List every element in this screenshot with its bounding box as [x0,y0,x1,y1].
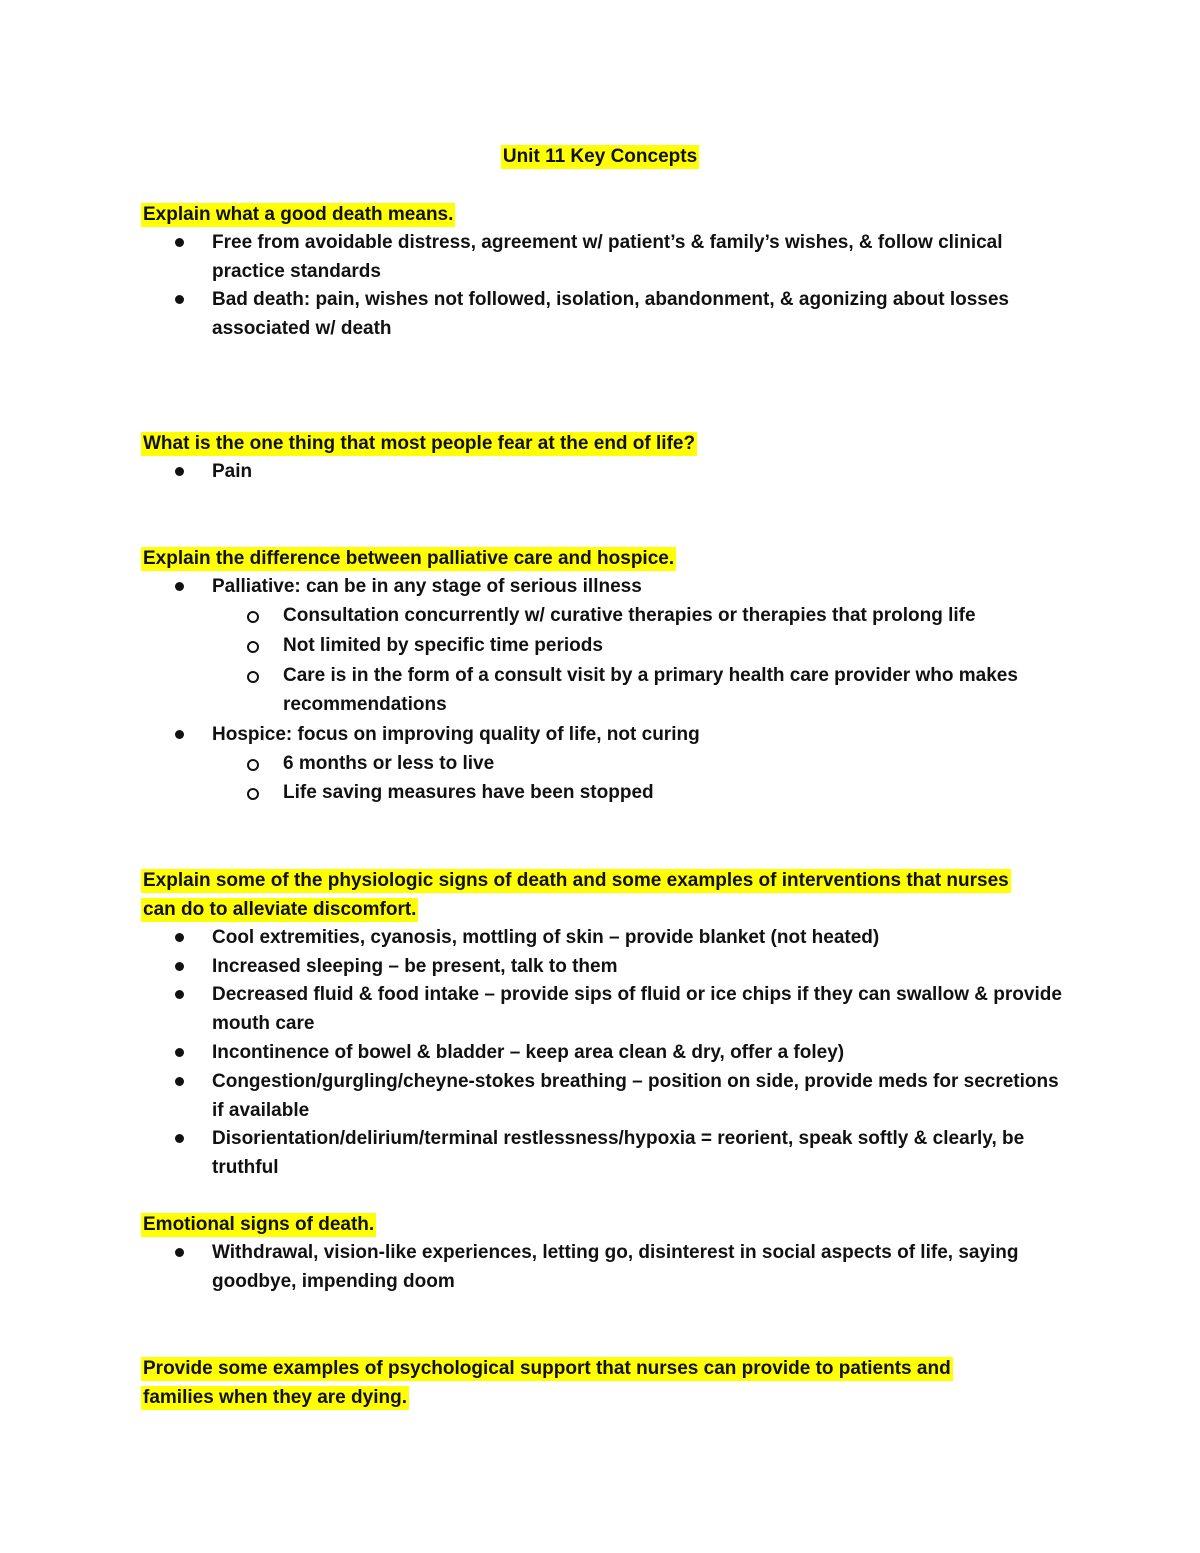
bullet-dot-icon [175,295,184,304]
bullet-dot-icon [175,730,184,739]
bullet-dot-icon [175,1248,184,1257]
list-item: Bad death: pain, wishes not followed, isolation, abandonment, & agonizing about losses associated w/ death [212,289,1009,339]
sub-list-item: Care is in the form of a consult visit by a primary health care provider who makes recommendations [283,665,1018,715]
section-heading-psychological-support [141,1355,1021,1412]
bullet-dot-icon [175,1048,184,1057]
section-heading-palliative-hospice [141,545,1041,574]
bullet-dot-icon [175,582,184,591]
list-item: Free from avoidable distress, agreement w/ patient’s & family’s wishes, & follow clinical practice standards [212,232,1003,282]
bullet-dot-icon [175,990,184,999]
title-text: Unit 11 Key Concepts [502,146,698,167]
section-heading-good-death [141,201,1041,230]
section-heading-emotional-signs [141,1211,1041,1240]
list-item: Decreased fluid & food intake – provide sips of fluid or ice chips if they can swallow & provide mouth care [212,984,1062,1034]
sub-list-item: Not limited by specific time periods [283,635,603,656]
bullet-dot-icon [175,1077,184,1086]
list-item: Increased sleeping – be present, talk to them [212,956,618,977]
heading-text: Explain some of the physiologic signs of death and some examples of interventions that nurses can do to alleviate discomfort. [143,870,1009,920]
section-heading-physiologic-signs [141,867,1011,924]
document-title [0,143,1200,171]
sub-list-item: Consultation concurrently w/ curative therapies or therapies that prolong life [283,605,976,626]
sub-list-item: 6 months or less to live [283,753,495,774]
heading-text: Provide some examples of psychological support that nurses can provide to patients and families when they are dying. [143,1358,951,1408]
list-item: Disorientation/delirium/terminal restlessness/hypoxia = reorient, speak softly & clearly, be truthful [212,1128,1025,1178]
list-item: Congestion/gurgling/cheyne-stokes breathing – position on side, provide meds for secretions if available [212,1071,1059,1121]
list-item: Pain [212,461,253,482]
list-item: Hospice: focus on improving quality of life, not curing [212,724,700,745]
sub-list-item: Life saving measures have been stopped [283,782,654,803]
list-item: Palliative: can be in any stage of serious illness [212,576,642,597]
heading-text: What is the one thing that most people fear at the end of life? [143,433,696,454]
heading-text: Emotional signs of death. [143,1214,375,1235]
heading-text: Explain the difference between palliative care and hospice. [143,548,675,569]
bullet-dot-icon [175,238,184,247]
heading-text: Explain what a good death means. [143,204,454,225]
bullet-dot-icon [175,467,184,476]
bullet-dot-icon [175,962,184,971]
bullet-circle-icon [247,759,259,771]
bullet-circle-icon [247,788,259,800]
bullet-dot-icon [175,933,184,942]
list-item: Cool extremities, cyanosis, mottling of skin – provide blanket (not heated) [212,927,880,948]
section-heading-fear [141,430,1041,459]
bullet-circle-icon [247,641,259,653]
bullet-circle-icon [247,671,259,683]
list-item: Withdrawal, vision-like experiences, letting go, disinterest in social aspects of life, saying goodbye, impending doom [212,1242,1019,1292]
bullet-circle-icon [247,611,259,623]
list-item: Incontinence of bowel & bladder – keep area clean & dry, offer a foley) [212,1042,845,1063]
bullet-dot-icon [175,1134,184,1143]
